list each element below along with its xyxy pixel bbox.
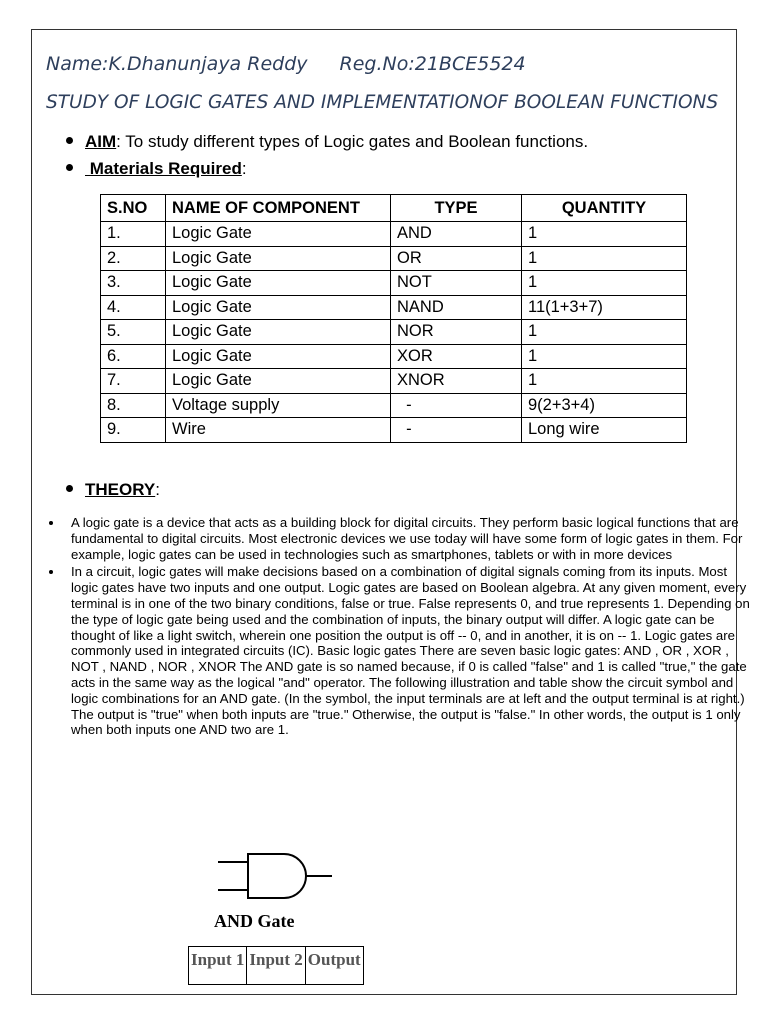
table-cell: Logic Gate [166,320,391,345]
materials-table [100,194,687,443]
theory-label: THEORY [85,480,156,499]
table-cell: 1 [522,369,687,394]
bullet-icon [66,137,73,144]
table-cell: Long wire [522,418,687,443]
table-header-row [101,195,687,222]
table-cell: - [391,418,522,443]
table-cell: 11(1+3+7) [522,295,687,320]
table-cell: 1 [522,246,687,271]
aim-bullet [66,132,588,152]
theory-paragraphs [48,515,756,740]
bullet-icon [49,570,53,574]
truth-table-header-row [189,947,364,985]
table-cell: Logic Gate [166,344,391,369]
table-row [101,418,687,443]
student-name: Name:K.Dhanunjaya Reddy [46,53,308,75]
table-row [101,393,687,418]
table-cell: Logic Gate [166,295,391,320]
column-header: Input 2 [247,947,305,985]
table-cell: NOT [391,271,522,296]
column-header: QUANTITY [522,195,687,222]
column-header: TYPE [391,195,522,222]
aim-text: : To study different types of Logic gates and Boolean functions. [116,132,589,151]
table-cell: 5. [101,320,166,345]
table-cell: Logic Gate [166,246,391,271]
table-row [101,369,687,394]
table-cell: Logic Gate [166,369,391,394]
paragraph-text: In a circuit, logic gates will make decisions based on a combination of digital signals coming from its inputs. Most logic gates have two inputs and one output. Logic gates are based on Boolean algebra. At any given moment, every terminal is in one of the two binary conditions, false or true. False represents 0, and true represents 1. Depending on the type of logic gate being used and the combination of inputs, the binary output will differ. A logic gate can be thought of like a light switch, wherein one position the output is off -- 0, and in another, it is on -- 1. Logic gates are commonly used in integrated circuits (IC). Basic logic gates There are seven basic logic gates: AND , OR , XOR , NOT , NAND , NOR , XNOR The AND gate is so named because, if 0 is called "false" and 1 is called "true," the gate acts in the same way as the logical "and" operator. The following illustration and table show the circuit symbol and logic combinations for an AND gate. (In the symbol, the input terminals are at left and the output terminal is at right.) The output is "true" when both inputs are "true." Otherwise, the output is "false." In other words, the output is 1 only when both inputs one AND two are 1. [71,564,750,738]
table-cell: Logic Gate [166,271,391,296]
table-row [101,295,687,320]
table-cell: 1 [522,320,687,345]
theory-paragraph [48,564,756,738]
table-cell: 9. [101,418,166,443]
document-title: STUDY OF LOGIC GATES AND IMPLEMENTATIONOF BOOLEAN FUNCTIONS [46,92,719,113]
column-header: Output [305,947,363,985]
theory-suffix: : [155,480,160,499]
bullet-icon [66,485,73,492]
table-row [101,344,687,369]
registration-number: Reg.No:21BCE5524 [339,53,526,75]
table-cell: XNOR [391,369,522,394]
table-cell: 3. [101,271,166,296]
table-cell: 1. [101,222,166,247]
table-row [101,271,687,296]
table-cell: AND [391,222,522,247]
table-cell: - [391,393,522,418]
table-row [101,222,687,247]
table-cell: NOR [391,320,522,345]
table-cell: 1 [522,344,687,369]
and-gate-symbol-icon [214,848,336,906]
table-cell: Voltage supply [166,393,391,418]
table-cell: NAND [391,295,522,320]
aim-label: AIM [85,132,117,151]
materials-label: Materials Required [85,159,242,178]
column-header: S.NO [101,195,166,222]
table-cell: Wire [166,418,391,443]
table-cell: 1 [522,222,687,247]
theory-paragraph [48,515,756,562]
and-truth-table [188,946,364,985]
and-gate-caption: AND Gate [214,911,295,931]
bullet-icon [66,164,73,171]
table-cell: 7. [101,369,166,394]
table-cell: Logic Gate [166,222,391,247]
column-header: Input 1 [189,947,247,985]
table-cell: 2. [101,246,166,271]
table-row [101,246,687,271]
table-cell: 8. [101,393,166,418]
table-cell: 4. [101,295,166,320]
table-cell: XOR [391,344,522,369]
column-header: NAME OF COMPONENT [166,195,391,222]
bullet-icon [49,521,53,525]
paragraph-text: A logic gate is a device that acts as a building block for digital circuits. They perform basic logical functions that are fundamental to digital circuits. Most electronic devices we use today will have some form of logic gates in them. For example, logic gates can be used in technologies such as smartphones, tablets or with in more devices [71,515,743,562]
materials-suffix: : [241,159,247,178]
table-row [101,320,687,345]
student-info [46,53,526,75]
table-cell: OR [391,246,522,271]
table-cell: 9(2+3+4) [522,393,687,418]
materials-bullet [66,159,247,179]
table-cell: 6. [101,344,166,369]
theory-bullet [66,480,160,500]
table-cell: 1 [522,271,687,296]
